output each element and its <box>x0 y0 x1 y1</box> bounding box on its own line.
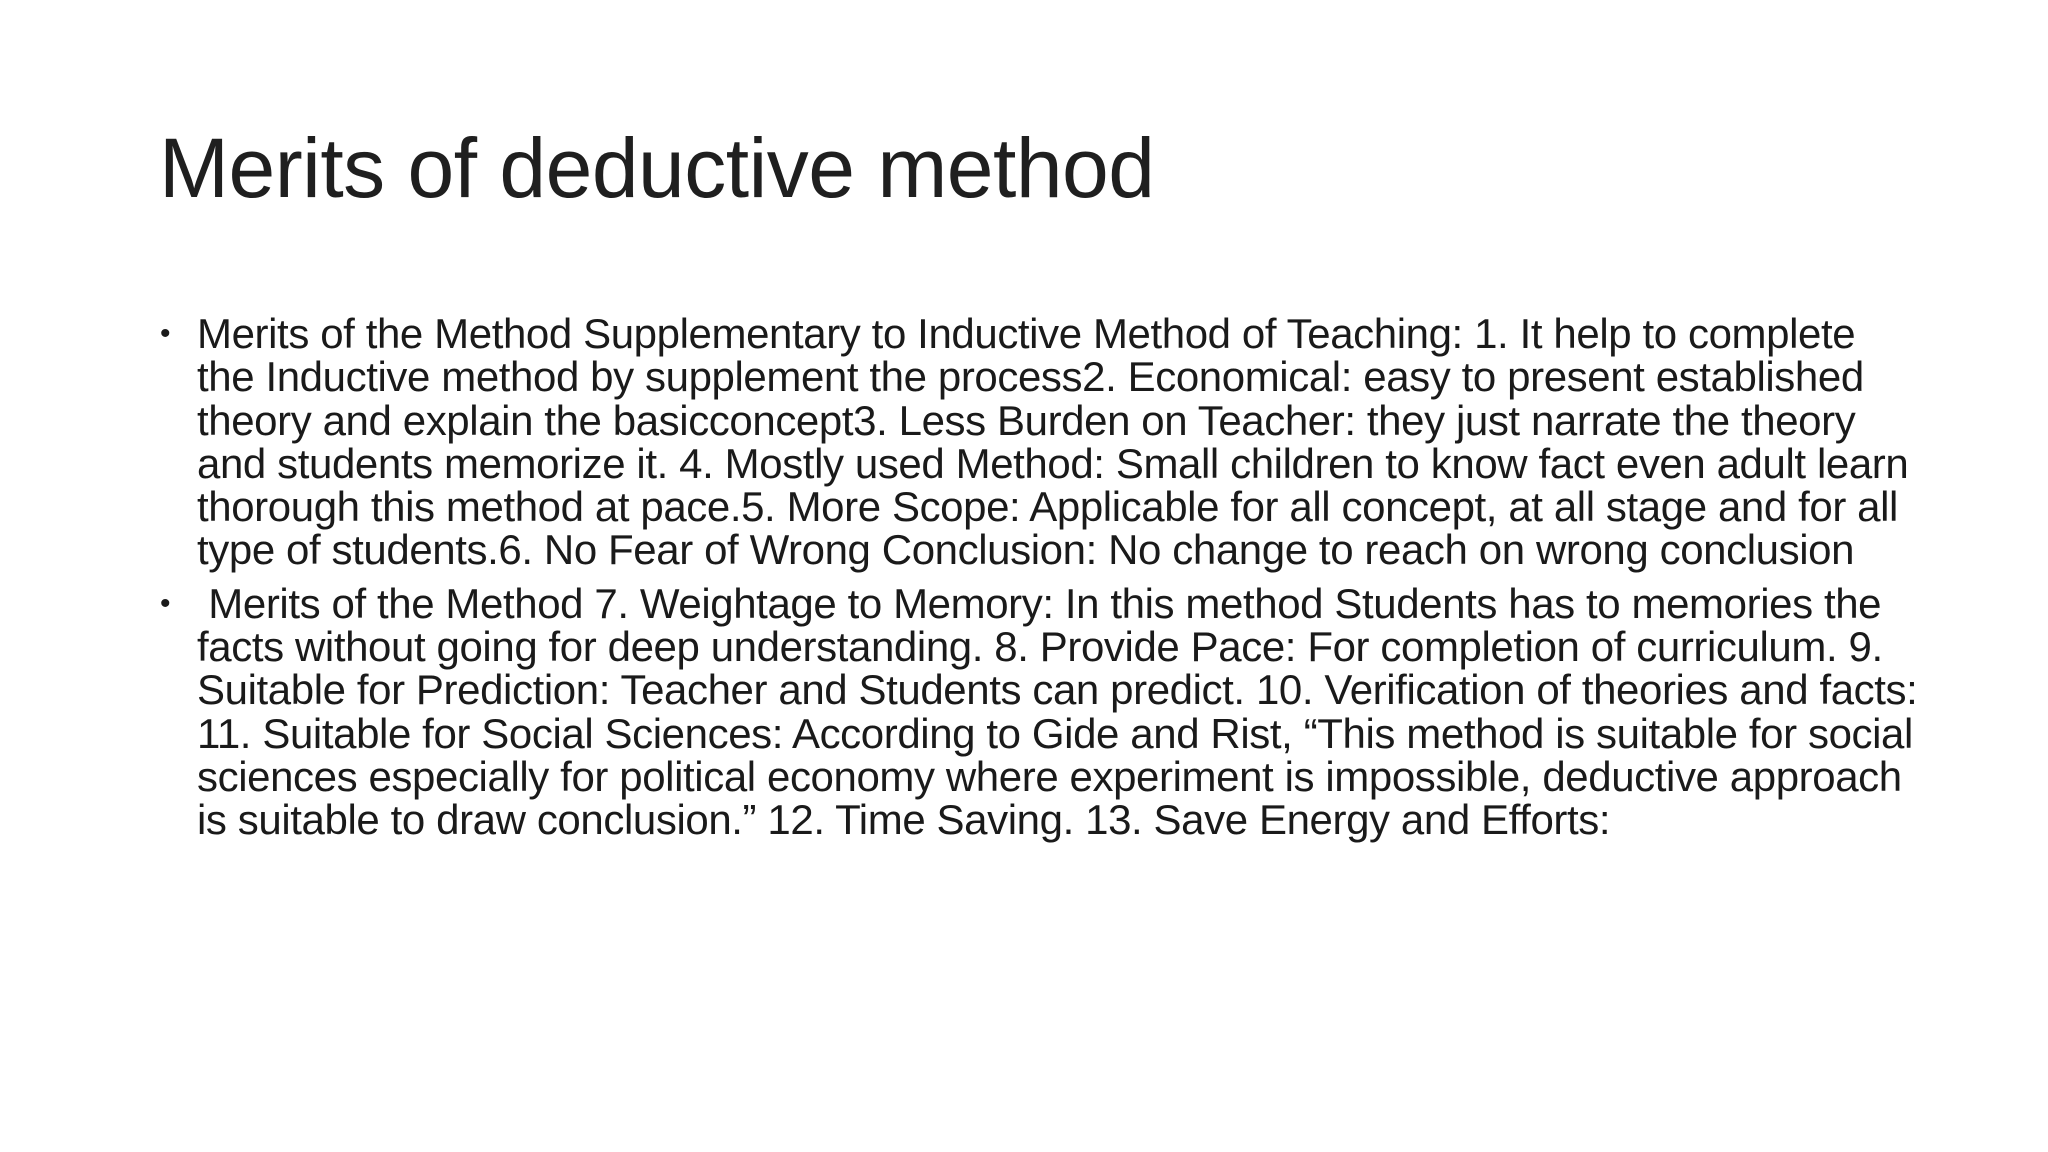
bullet-text: Merits of the Method Supplementary to Inductive Method of Teaching: 1. It help to complete the Inductive method by supplement the process2. Economical: easy to present established theory and explain the basicconcept3. Less Burden on Teacher: they just narrate the theory and students memorize it. 4. Mostly used Method: Small children to know fact even adult learn thorough this method at pace.5. More Scope: Applicable for all concept, at all stage and for all type of students.6. No Fear of Wrong Conclusion: No change to reach on wrong conclusion <box>197 310 1920 574</box>
bullet-list <box>160 310 1929 852</box>
bullet-dot-icon: • <box>160 586 171 620</box>
bullet-item <box>160 312 1920 572</box>
bullet-dot-icon: • <box>160 317 171 350</box>
slide-title: Merits of deductive method <box>159 121 1155 215</box>
bullet-item <box>160 579 1929 844</box>
bullet-text: Merits of the Method 7. Weightage to Memory: In this method Students has to memories the facts without going for deep understanding. 8. Provide Pace: For completion of curriculum. 9. Suitable for Prediction: Teacher and Students can predict. 10. Verification of theories and facts: 11. Suitable for Social Sciences: According to Gide and Rist, “This method is suitable for social sciences especially for political economy where experiment is impossible, deductive approach is suitable to draw conclusion.” 12. Time Saving. 13. Save Energy and Efforts: <box>197 579 1929 844</box>
